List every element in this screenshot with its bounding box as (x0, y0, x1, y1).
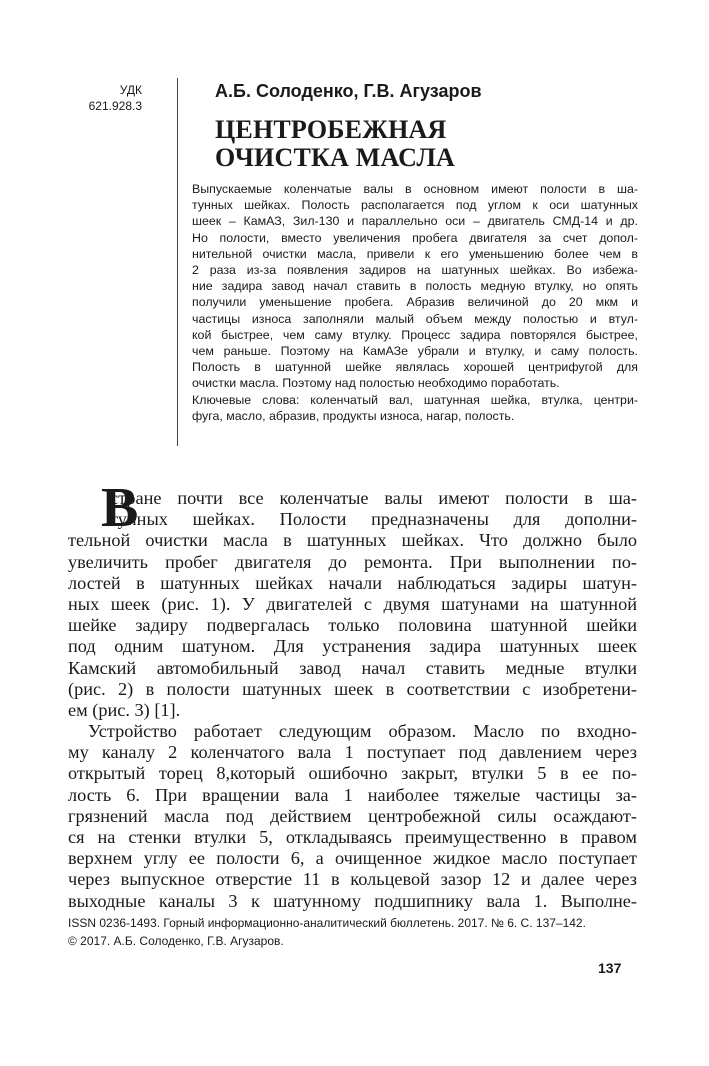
body-line: му каналу 2 коленчатого вала 1 поступает под давлением через (68, 742, 637, 763)
abstract-line: Выпускаемые коленчатые валы в основном имеют полости в ша- (192, 182, 638, 196)
footer (68, 914, 586, 950)
body-text (68, 488, 637, 912)
abstract-line: 2 раза из-за появления задиров на шатунных шейках. Во избежа- (192, 263, 638, 278)
body-line: Устройство работает следующим образом. Масло по входно- (88, 721, 637, 742)
footer-citation: ISSN 0236-1493. Горный информационно-аналитический бюллетень. 2017. № 6. С. 137–142. (68, 916, 586, 930)
abstract (192, 181, 638, 424)
udk-label: УДК (119, 83, 142, 97)
body-line: лость 6. При вращении вала 1 наиболее тяжелые частицы за- (68, 784, 637, 805)
body-line: через выпускное отверстие 11 в кольцевой зазор 12 и далее через (68, 869, 637, 890)
abstract-line: нительной очистки масла, привели к его уменьшению более чем в (192, 246, 638, 261)
abstract-line: Но полости, вместо увеличения пробега двигателя за счет допол- (192, 230, 638, 245)
keywords-line: фуга, масло, абразив, продукты износа, нагар, полость. (192, 408, 515, 423)
body-line: стране почти все коленчатые валы имеют полости в ша- (110, 488, 637, 508)
page-number: 137 (598, 960, 622, 976)
abstract-line: ние задира завод начал ставить в полость медную втулку, но опять (192, 279, 638, 294)
body-line: лостей в шатунных шейках начали наблюдаться задиры шатун- (68, 572, 637, 593)
abstract-line: шеек – КамАЗ, Зил-130 и параллельно оси – двигатель СМД-14 и др. (192, 214, 638, 229)
abstract-line: чем раньше. Поэтому на КамАЗе убрали и втулку, и саму полость. (192, 344, 638, 359)
body-line: ся на стенки втулки 5, откладываясь преимущественно в правом (68, 827, 637, 847)
body-line: тунных шейках. Полости предназначены для дополни- (110, 509, 637, 530)
body-line: тельной очистки масла в шатунных шейках. Что должно было (68, 530, 637, 551)
abstract-line: получили уменьшение пробега. Абразив величиной до 20 мкм и (192, 295, 638, 310)
udk-code: 621.928.3 (88, 99, 142, 113)
body-line: (рис. 2) в полости шатунных шеек в соответствии с изобретени- (68, 678, 637, 699)
abstract-line: тунных шейках. Полость располагается под углом к оси шатунных (192, 198, 638, 213)
udk-block (60, 82, 142, 114)
body-line: ных шеек (рис. 1). У двигателей с двумя шатунами на шатунной (68, 593, 637, 614)
body-line: верхнем углу ее полости 6, а очищенное жидкое масло поступает (68, 848, 637, 869)
keywords-line: Ключевые слова: коленчатый вал, шатунная шейка, втулка, центри- (192, 392, 638, 407)
drop-cap: В (101, 477, 139, 539)
article-title (215, 116, 455, 172)
abstract-line: частицы износа заполняли малый объем между полостью и втул- (192, 311, 638, 326)
authors: А.Б. Солоденко, Г.В. Агузаров (215, 81, 482, 101)
body-line: ем (рис. 3) [1]. (68, 699, 181, 720)
body-line: открытый торец 8,который ошибочно закрыт, втулки 5 в ее по- (68, 763, 637, 784)
abstract-line: кой быстрее, чем саму втулку. Процесс задира повторялся быстрее, (192, 327, 638, 342)
body-line: увеличить пробег двигателя до ремонта. При выполнении по- (68, 551, 637, 572)
title-line: ОЧИСТКА МАСЛА (215, 143, 456, 172)
body-line: шейке задиру подвергалась только половина шатунной шейки (68, 615, 637, 636)
abstract-line: очистки масла. Поэтому над полостью необходимо поработать. (192, 376, 560, 391)
abstract-line: Полость в шатунной шейке являлась хорошей центрифугой для (192, 360, 638, 375)
footer-copyright: © 2017. А.Б. Солоденко, Г.В. Агузаров. (68, 934, 284, 948)
body-line: выходные каналы 3 к шатунному подшипнику вала 1. Выполне- (68, 890, 637, 911)
body-line: грязнений масла под действием центробежной силы осаждают- (68, 805, 637, 826)
vertical-divider (177, 78, 178, 446)
body-line: Камский автомобильный завод начал ставить медные втулки (68, 657, 637, 678)
title-line: ЦЕНТРОБЕЖНАЯ (215, 115, 447, 144)
body-line: под одним шатуном. Для устранения задира шатунных шеек (68, 636, 637, 657)
